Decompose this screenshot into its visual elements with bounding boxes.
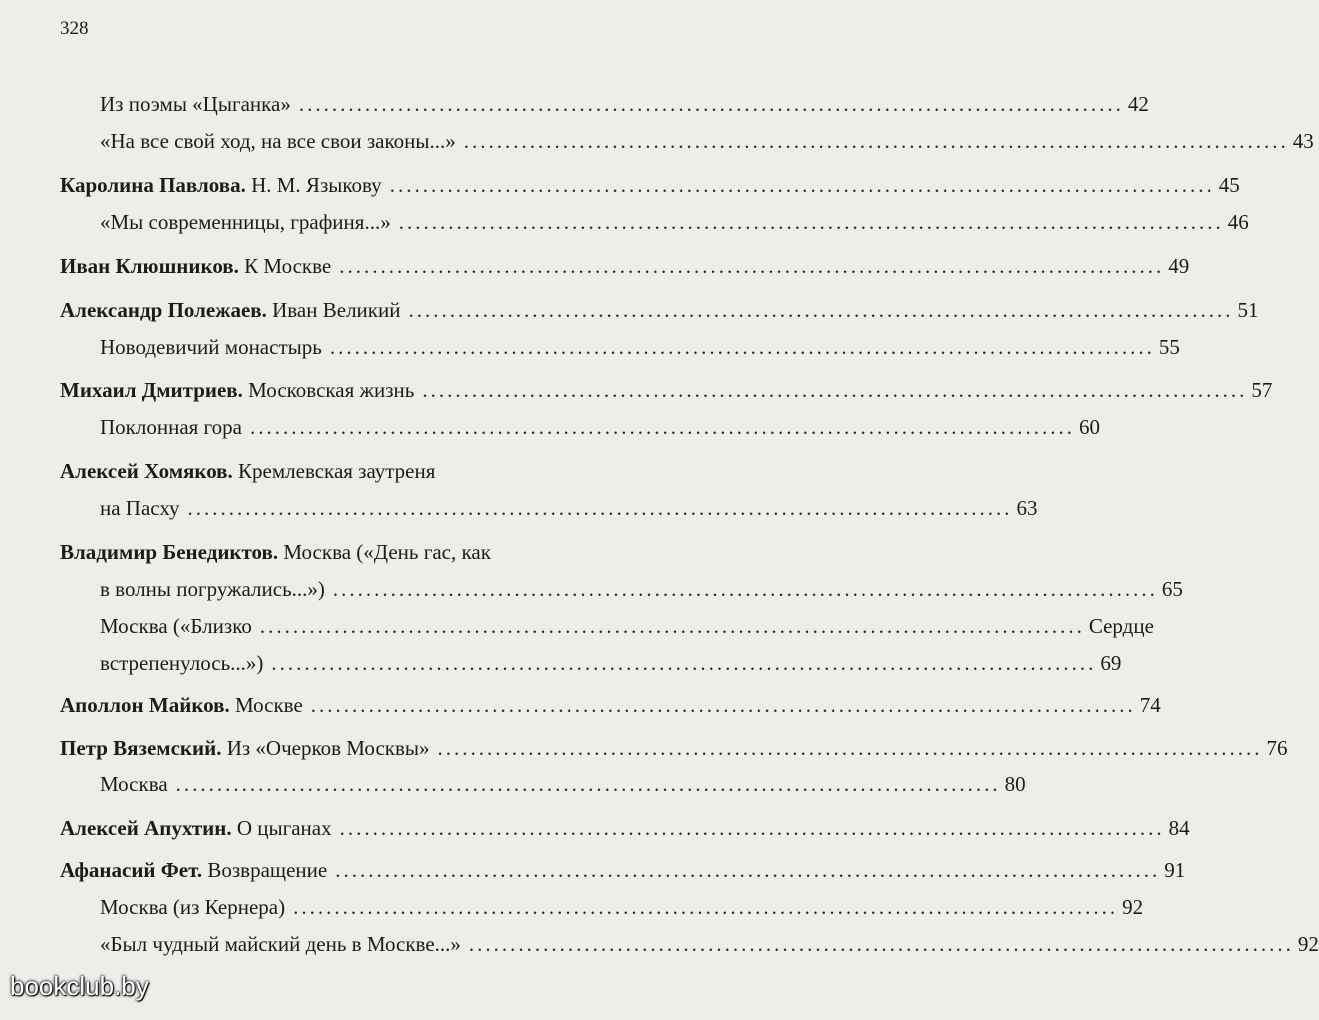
entry-page: 74 — [1139, 693, 1161, 717]
entry-page: 92 — [1122, 895, 1144, 919]
entry-title: Новодевичий монастырь — [100, 335, 322, 359]
toc-entry — [60, 458, 663, 484]
entry-title: К Москве — [244, 254, 332, 278]
leader-dots: .................................................................................................... — [271, 651, 1097, 675]
leader-dots: .................................................................................................... — [389, 173, 1215, 197]
entry-author: Петр Вяземский. — [60, 736, 222, 760]
entry-page: 92 — [1297, 932, 1319, 956]
entry-author: Михаил Дмитриев. — [60, 378, 243, 402]
entry-title: Из «Очерков Москвы» — [226, 736, 430, 760]
leader-dots: .................................................................................................... — [463, 129, 1289, 153]
entry-title: Москва («День гас, как — [283, 540, 491, 564]
entry-page: 84 — [1168, 816, 1190, 840]
entry-page: 91 — [1164, 858, 1186, 882]
leader-dots: .................................................................................................... — [422, 378, 1248, 402]
entry-title: Иван Великий — [272, 298, 401, 322]
entry-author: Аполлон Майков. — [60, 693, 230, 717]
entry-title: Возвращение — [207, 858, 328, 882]
leader-dots: .................................................................................................... — [249, 415, 1075, 439]
leader-dots: .................................................................................................... — [187, 496, 1013, 520]
entry-page: 69 — [1100, 651, 1122, 675]
leader-dots: .................................................................................................... — [175, 772, 1001, 796]
entry-page: 42 — [1127, 92, 1149, 116]
toc-entry — [100, 334, 1180, 360]
toc-entry — [60, 692, 1161, 718]
leader-dots: .................................................................................................... — [298, 92, 1124, 116]
toc-entry-continuation — [100, 650, 1122, 676]
entry-author: Алексей Хомяков. — [60, 459, 233, 483]
entry-title: Московская жизнь — [248, 378, 415, 402]
entry-title: Кремлевская заутреня — [238, 459, 436, 483]
toc-entry — [60, 253, 1190, 279]
entry-title-cont: на Пасху — [100, 496, 180, 520]
entry-title: Москва (из Кернера) — [100, 895, 286, 919]
entry-page: 80 — [1004, 772, 1026, 796]
leader-dots: .................................................................................................... — [398, 210, 1224, 234]
toc-entry — [100, 91, 1149, 117]
entry-page: 57 — [1251, 378, 1273, 402]
entry-title-tail: Сердце — [1088, 614, 1154, 638]
entry-title: «Мы современницы, графиня...» — [100, 210, 391, 234]
entry-title: Москва — [100, 772, 168, 796]
toc-entry — [60, 297, 1259, 323]
toc-entry — [100, 771, 1026, 797]
leader-dots: .................................................................................................... — [437, 736, 1263, 760]
entry-title: Поклонная гора — [100, 415, 242, 439]
leader-dots: .................................................................................................... — [310, 693, 1136, 717]
entry-title: Москве — [234, 693, 303, 717]
toc-entry — [100, 414, 1100, 440]
watermark: bookclub.by — [10, 971, 149, 1001]
toc-entry — [60, 857, 1186, 883]
entry-page: 46 — [1227, 210, 1249, 234]
entry-page: 63 — [1016, 496, 1038, 520]
leader-dots: .................................................................................................... — [408, 298, 1234, 322]
toc-entry — [60, 735, 1288, 761]
leader-dots: .................................................................................................... — [339, 816, 1165, 840]
entry-title: О цыганах — [236, 816, 332, 840]
toc-entry-continuation — [100, 576, 1183, 602]
entry-title-cont: встрепенулось...») — [100, 651, 264, 675]
entry-author: Владимир Бенедиктов. — [60, 540, 279, 564]
leader-dots: .................................................................................................... — [293, 895, 1119, 919]
entry-author: Афанасий Фет. — [60, 858, 203, 882]
entry-title: Москва («Близко — [100, 614, 252, 638]
leader-dots: .................................................................................................... — [335, 858, 1161, 882]
leader-dots: .................................................................................................... — [468, 932, 1294, 956]
toc-entry — [100, 931, 1319, 957]
toc-entry — [100, 613, 1154, 639]
leader-dots: .................................................................................................... — [339, 254, 1165, 278]
toc-entry — [100, 209, 1249, 235]
toc-entry — [60, 815, 1190, 841]
leader-dots: .................................................................................................... — [259, 614, 1085, 638]
entry-title: «Был чудный майский день в Москве...» — [100, 932, 461, 956]
toc-entry — [100, 894, 1144, 920]
entry-title: «На все свой ход, на все свои законы...» — [100, 129, 456, 153]
toc-entry — [60, 377, 1273, 403]
entry-author: Алексей Апухтин. — [60, 816, 232, 840]
entry-page: 76 — [1266, 736, 1288, 760]
leader-dots: .................................................................................................... — [329, 335, 1155, 359]
entry-page: 43 — [1292, 129, 1314, 153]
entry-title-cont: в волны погружались...») — [100, 577, 325, 601]
entry-page: 60 — [1078, 415, 1100, 439]
entry-author: Иван Клюшников. — [60, 254, 239, 278]
leader-dots: .................................................................................................... — [332, 577, 1158, 601]
entry-page: 55 — [1158, 335, 1180, 359]
entry-title: Н. М. Языкову — [251, 173, 382, 197]
entry-page: 65 — [1161, 577, 1183, 601]
entry-page: 49 — [1168, 254, 1190, 278]
entry-page: 51 — [1237, 298, 1259, 322]
toc-entry — [100, 128, 1314, 154]
entry-page: 45 — [1218, 173, 1240, 197]
entry-author: Александр Полежаев. — [60, 298, 267, 322]
toc-entry — [60, 539, 663, 565]
entry-author: Каролина Павлова. — [60, 173, 246, 197]
page-number: 328 — [60, 18, 89, 39]
toc-entry-continuation — [100, 495, 1038, 521]
entry-title: Из поэмы «Цыганка» — [100, 92, 291, 116]
toc-entry — [60, 172, 1240, 198]
